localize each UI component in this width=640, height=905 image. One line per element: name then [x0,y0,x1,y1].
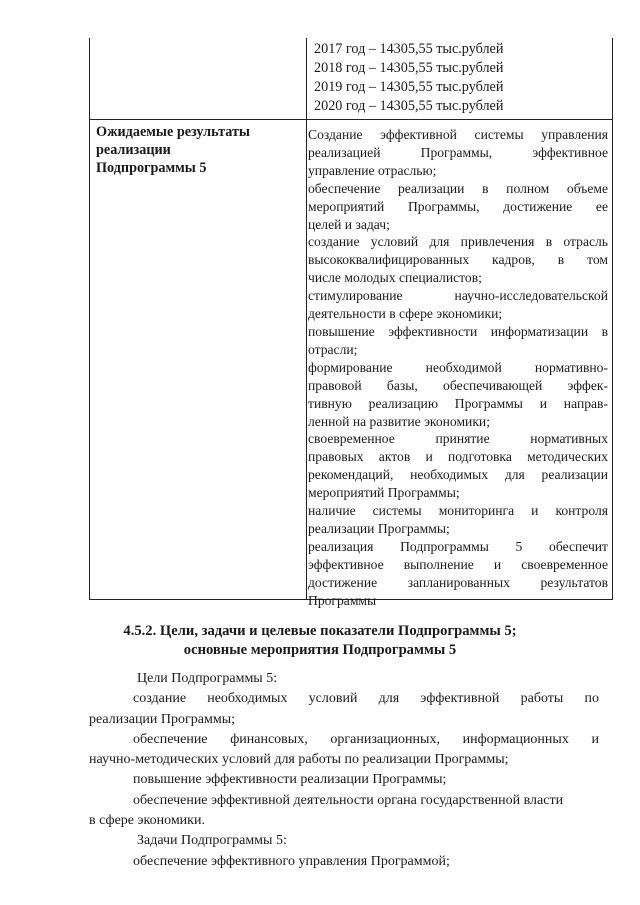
results-line: деятельности в сфере экономики; [308,306,503,322]
funding-line: 2018 год – 14305,55 тыс.рублей [314,60,504,76]
results-line: ленной на развитие экономики; [308,413,490,429]
row-label-line: Ожидаемые результаты [96,124,250,140]
table-border-right [612,38,613,600]
results-line: управление отраслью; [308,162,437,178]
results-line: Создание эффективной системы управления [308,127,608,142]
table-border-left [89,38,90,600]
table-row-divider [89,119,613,120]
expected-results-label-cell [96,123,301,177]
results-line: наличие системы мониторинга и контроля [308,503,608,519]
section-heading-line: основные мероприятия Подпрограммы 5 [183,642,457,658]
results-line: Программы [308,592,377,608]
paragraph-line: реализации Программы; [89,711,236,727]
results-line: рекомендаций, необходимых для реализации [308,467,608,483]
funding-line: 2019 год – 14305,55 тыс.рублей [314,79,504,95]
results-line: формирование необходимой нормативно- [308,359,608,375]
program-passport-table [89,38,614,608]
paragraph-line: обеспечение эффективной деятельности органа государственной власти [133,792,564,808]
results-line: мероприятий Программы, достижение ее [308,198,608,214]
results-line: правовой базы, обеспечивающей эффек- [308,377,608,393]
paragraph-line: Задачи Подпрограммы 5: [137,833,287,849]
row-label-line: Подпрограммы 5 [96,160,207,176]
section-heading-line: 4.5.2. Цели, задачи и целевые показатели Подпрограммы 5; [123,623,517,639]
results-line: правовых актов и подготовка методических [308,449,608,465]
results-line: числе молодых специалистов; [308,270,482,286]
results-line: тивную реализацию Программы и направ- [308,395,608,411]
paragraph-line: научно-методических условий для работы по реализации Программы; [89,752,509,768]
paragraph-line: обеспечение эффективного управления Программой; [133,853,450,869]
paragraph-line: обеспечение финансовых, организационных, информационных и [133,731,599,747]
results-line: целей и задач; [308,216,390,232]
results-line: отрасли; [308,341,358,357]
results-line: мероприятий Программы; [308,485,460,501]
table-column-divider [306,38,307,600]
results-line: реализацией Программы, эффективное [308,144,608,160]
funding-line: 2020 год – 14305,55 тыс.рублей [314,98,504,114]
section-heading [0,622,640,660]
results-line: создание условий для привлечения в отрасль [308,234,608,250]
paragraph-line: повышение эффективности реализации Программы; [133,772,447,788]
body-text [89,669,599,872]
results-line: повышение эффективности информатизации в [308,323,608,339]
results-line: стимулирование научно-исследовательской [308,288,608,304]
funding-cell [314,40,610,116]
expected-results-cell [308,126,608,609]
results-line: высококвалифицированных кадров, в том [308,252,608,268]
row-label-line: реализации [96,142,171,158]
results-line: своевременное принятие нормативных [308,431,608,447]
results-line: достижение запланированных результатов [308,574,608,590]
paragraph-line: создание необходимых условий для эффективной работы по [133,691,599,707]
results-line: эффективное выполнение и своевременное [308,556,608,572]
paragraph-line: Цели Подпрограммы 5: [137,671,278,686]
results-line: реализации Программы; [308,520,450,536]
results-line: обеспечение реализации в полном объеме [308,180,608,196]
paragraph-line: в сфере экономики. [89,813,205,829]
results-line: реализация Подпрограммы 5 обеспечит [308,538,608,554]
funding-line: 2017 год – 14305,55 тыс.рублей [314,41,504,57]
